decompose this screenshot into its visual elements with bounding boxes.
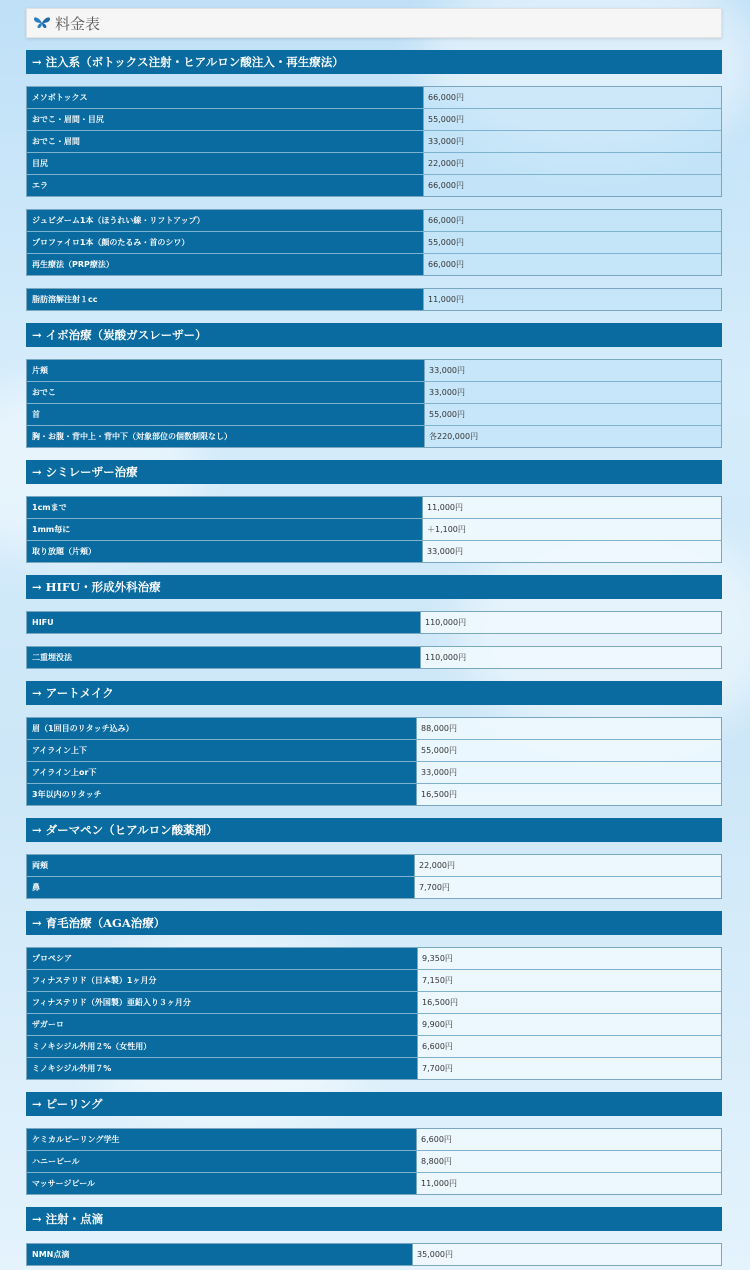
treatment-name: エラ (27, 175, 424, 196)
treatment-price: 55,000円 (417, 740, 721, 761)
treatment-name: 首 (27, 404, 425, 425)
treatment-name: NMN点滴 (27, 1244, 413, 1265)
table-row (27, 540, 721, 562)
treatment-price: 11,000円 (423, 497, 721, 518)
treatment-price: 55,000円 (424, 109, 721, 130)
treatment-price: 11,000円 (424, 289, 721, 310)
table-row (27, 783, 721, 805)
table-row (27, 647, 721, 668)
section-heading: → シミレーザー治療 (26, 460, 722, 484)
treatment-name: ザガーロ (27, 1014, 418, 1035)
section-heading: → ピーリング (26, 1092, 722, 1116)
treatment-name: アイライン上or下 (27, 762, 417, 783)
treatment-name: プロファイロ1本（顔のたるみ・首のシワ） (27, 232, 424, 253)
treatment-name: 目尻 (27, 153, 424, 174)
treatment-name: ケミカルピーリング学生 (27, 1129, 417, 1150)
section-heading: → アートメイク (26, 681, 722, 705)
section-heading: → 注射・点滴 (26, 1207, 722, 1231)
table-row (27, 876, 721, 898)
treatment-name: マッサージピール (27, 1173, 417, 1194)
treatment-name: フィナステリド（日本製）1ヶ月分 (27, 970, 418, 991)
section-heading: → 注入系（ボトックス注射・ヒアルロン酸注入・再生療法） (26, 50, 722, 74)
price-section (26, 1207, 722, 1266)
treatment-name: 1cmまで (27, 497, 423, 518)
table-row (27, 381, 721, 403)
price-table (26, 646, 722, 669)
treatment-name: 眉（1回目のリタッチ込み） (27, 718, 417, 739)
table-row (27, 403, 721, 425)
sections (26, 50, 722, 1266)
treatment-name: 1mm毎に (27, 519, 423, 540)
treatment-price: ＋1,100円 (423, 519, 721, 540)
page-title-text: 料金表 (55, 14, 101, 33)
price-section (26, 911, 722, 1080)
treatment-price: 110,000円 (421, 647, 721, 668)
treatment-price: 66,000円 (424, 87, 721, 108)
treatment-price: 9,350円 (418, 948, 721, 969)
price-section (26, 323, 722, 448)
table-row (27, 1057, 721, 1079)
table-row (27, 761, 721, 783)
section-heading: → ダーマペン（ヒアルロン酸薬剤） (26, 818, 722, 842)
treatment-name: ミノキシジル外用２%（女性用） (27, 1036, 418, 1057)
treatment-name: おでこ・眉間 (27, 131, 424, 152)
table-row (27, 739, 721, 761)
section-heading: → 育毛治療（AGA治療） (26, 911, 722, 935)
price-table (26, 496, 722, 563)
treatment-price: 16,500円 (417, 784, 721, 805)
table-row (27, 969, 721, 991)
treatment-price: 33,000円 (424, 131, 721, 152)
table-row (27, 108, 721, 130)
price-table (26, 717, 722, 806)
treatment-price: 6,600円 (417, 1129, 721, 1150)
treatment-price: 9,900円 (418, 1014, 721, 1035)
table-row (27, 174, 721, 196)
treatment-name: 再生療法（PRP療法） (27, 254, 424, 275)
table-row (27, 1172, 721, 1194)
price-section (26, 818, 722, 899)
treatment-price: 110,000円 (421, 612, 721, 633)
treatment-price: 22,000円 (415, 855, 721, 876)
price-table (26, 947, 722, 1080)
table-row (27, 152, 721, 174)
treatment-price: 各220,000円 (425, 426, 721, 447)
treatment-name: おでこ (27, 382, 425, 403)
treatment-name: メソボトックス (27, 87, 424, 108)
price-table (26, 86, 722, 197)
table-row (27, 855, 721, 876)
treatment-price: 16,500円 (418, 992, 721, 1013)
treatment-name: 両頬 (27, 855, 415, 876)
treatment-name: 取り放題（片頬） (27, 541, 423, 562)
table-row (27, 231, 721, 253)
treatment-price: 33,000円 (425, 382, 721, 403)
table-row (27, 1035, 721, 1057)
treatment-price: 33,000円 (423, 541, 721, 562)
price-list (26, 8, 722, 1266)
price-table (26, 611, 722, 634)
treatment-name: プロペシア (27, 948, 418, 969)
price-table (26, 209, 722, 276)
treatment-name: おでこ・眉間・目尻 (27, 109, 424, 130)
treatment-price: 88,000円 (417, 718, 721, 739)
treatment-name: フィナステリド（外国製）亜鉛入り３ヶ月分 (27, 992, 418, 1013)
treatment-price: 35,000円 (413, 1244, 721, 1265)
price-table (26, 359, 722, 448)
table-row (27, 718, 721, 739)
treatment-name: 胸・お腹・背中上・背中下（対象部位の個数制限なし） (27, 426, 425, 447)
section-heading: → HIFU・形成外科治療 (26, 575, 722, 599)
table-row (27, 612, 721, 633)
price-table (26, 854, 722, 899)
table-row (27, 360, 721, 381)
table-row (27, 425, 721, 447)
price-section (26, 575, 722, 669)
treatment-price: 22,000円 (424, 153, 721, 174)
price-section (26, 1092, 722, 1195)
treatment-name: 片頬 (27, 360, 425, 381)
treatment-name: 3年以内のリタッチ (27, 784, 417, 805)
treatment-price: 33,000円 (417, 762, 721, 783)
treatment-price: 66,000円 (424, 210, 721, 231)
treatment-price: 66,000円 (424, 254, 721, 275)
treatment-name: ジュビダーム1本（ほうれい線・リフトアップ） (27, 210, 424, 231)
price-table (26, 1243, 722, 1266)
treatment-price: 7,700円 (418, 1058, 721, 1079)
table-row (27, 1244, 721, 1265)
table-row (27, 210, 721, 231)
butterfly-icon (33, 16, 51, 30)
section-heading: → イボ治療（炭酸ガスレーザー） (26, 323, 722, 347)
treatment-price: 55,000円 (425, 404, 721, 425)
treatment-price: 66,000円 (424, 175, 721, 196)
price-table (26, 1128, 722, 1195)
table-row (27, 289, 721, 310)
table-row (27, 1150, 721, 1172)
table-row (27, 87, 721, 108)
treatment-name: HIFU (27, 612, 421, 633)
treatment-name: 二重埋没法 (27, 647, 421, 668)
price-table (26, 288, 722, 311)
table-row (27, 1129, 721, 1150)
treatment-price: 7,150円 (418, 970, 721, 991)
treatment-name: 鼻 (27, 877, 415, 898)
treatment-price: 33,000円 (425, 360, 721, 381)
treatment-name: アイライン上下 (27, 740, 417, 761)
table-row (27, 991, 721, 1013)
treatment-price: 8,800円 (417, 1151, 721, 1172)
treatment-price: 11,000円 (417, 1173, 721, 1194)
table-row (27, 518, 721, 540)
treatment-name: ミノキシジル外用７% (27, 1058, 418, 1079)
treatment-price: 7,700円 (415, 877, 721, 898)
price-section (26, 681, 722, 806)
treatment-price: 6,600円 (418, 1036, 721, 1057)
treatment-name: 脂肪溶解注射１cc (27, 289, 424, 310)
table-row (27, 1013, 721, 1035)
treatment-price: 55,000円 (424, 232, 721, 253)
treatment-name: ハニーピール (27, 1151, 417, 1172)
table-row (27, 253, 721, 275)
table-row (27, 948, 721, 969)
page-title (26, 8, 722, 38)
price-section (26, 460, 722, 563)
table-row (27, 497, 721, 518)
table-row (27, 130, 721, 152)
price-section (26, 50, 722, 311)
